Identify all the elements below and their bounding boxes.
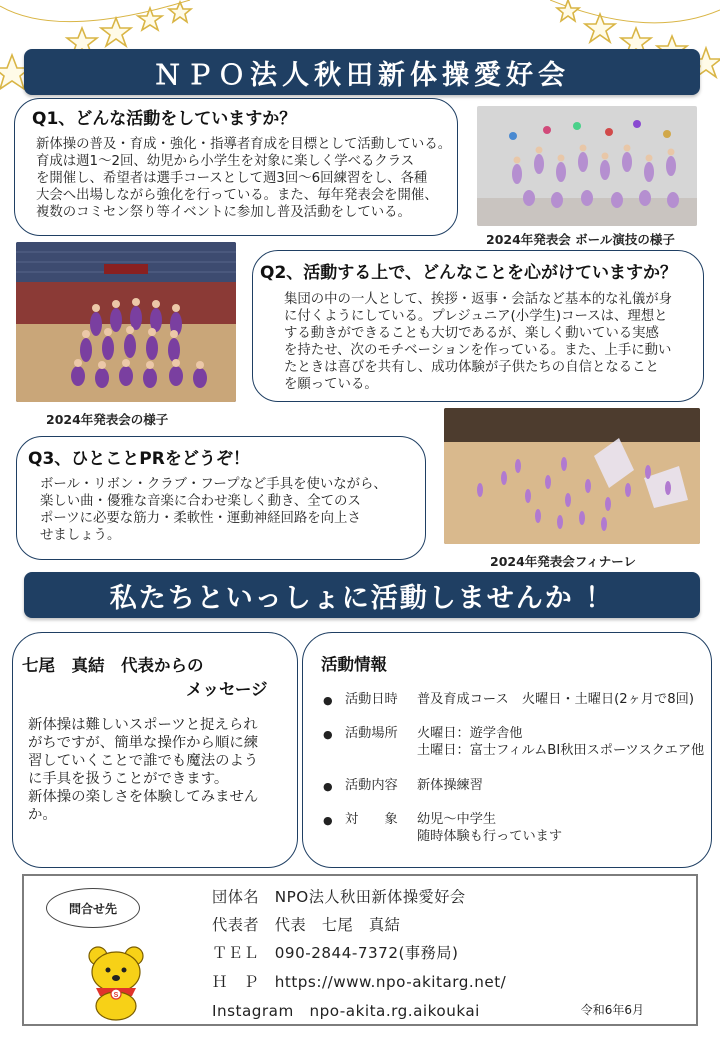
activity-title: 活動情報 <box>321 655 387 674</box>
bullet-icon: ● <box>323 728 333 741</box>
bullet-icon: ● <box>323 780 333 793</box>
q3-title: Q3、ひとことPRをどうぞ！ <box>28 449 250 469</box>
photo-finale <box>444 408 700 544</box>
slogan-text: 私たちといっしょに活動しませんか ！ <box>109 582 615 614</box>
contact-instagram[interactable]: Instagram npo-akita.rg.aikoukai <box>212 1002 480 1020</box>
bullet-icon: ● <box>323 814 333 827</box>
bear-mascot-icon <box>76 942 156 1022</box>
contact-hp[interactable]: Ｈ Ｐ https://www.npo-akitarg.net/ <box>212 973 507 991</box>
contact-bubble: 問合せ先 <box>46 888 140 928</box>
activity-row-location: ● 活動場所 火曜日：遊学舎他 土曜日：富士フィルムBI秋田スポーツスクエア他 <box>323 726 705 758</box>
contact-box <box>22 874 698 1026</box>
photo-ball-performance <box>477 106 697 226</box>
issue-date: 令和6年6月 <box>580 1003 644 1017</box>
bullet-icon: ● <box>323 694 333 707</box>
contact-org: 団体名 NPO法人秋田新体操愛好会 <box>212 888 466 906</box>
activity-row-target: ● 対 象 幼児～中学生 随時体験も行っています <box>323 812 563 844</box>
photo-group <box>16 242 236 402</box>
q1-title: Q1、どんな活動をしていますか？ <box>32 109 297 129</box>
q1-body: 新体操の普及・育成・強化・指導者育成を目標として活動している。 育成は週1～2回、幼児から小学生を対象に楽しく学べるクラス を開催し、希望者は選手コースとして週3回～6回練習をし、各種 大会へ出場しながら強化を行っている。また、毎年発表会を開催、 複数のコミセン祭り等イベントに参加し普及活動をしている。 <box>36 137 452 220</box>
q2-title: Q2、活動する上で、どんなことを心がけていますか？ <box>260 263 677 283</box>
message-title-line1: 七尾 真結 代表からの <box>22 656 204 675</box>
message-title-line2: メッセージ <box>186 680 268 699</box>
photo-ball-caption: 2024年発表会 ボール演技の様子 <box>486 232 675 247</box>
page-title: ＮＰＯ法人秋田新体操愛好会 <box>154 59 570 91</box>
contact-tel: ＴＥＬ 090-2844-7372(事務局) <box>212 944 459 962</box>
message-body: 新体操は難しいスポーツと捉えられ がちですが、簡単な操作から順に練 習していくことで誰でも魔法のよう に手具を扱うことができます。 新体操の楽しさを体験してみません か。 <box>28 717 259 823</box>
activity-info-box <box>302 632 712 868</box>
contact-rep: 代表者 代表 七尾 真結 <box>212 916 401 934</box>
page-title-banner <box>24 49 700 95</box>
mascot-badge: S <box>113 992 119 999</box>
activity-row-schedule: ● 活動日時 普及育成コース 火曜日・土曜日(2ヶ月で8回) <box>323 692 694 707</box>
activity-row-content: ● 活動内容 新体操練習 <box>323 778 483 793</box>
slogan-banner <box>24 572 700 618</box>
photo-finale-caption: 2024年発表会フィナーレ <box>490 554 637 569</box>
photo-group-caption: 2024年発表会の様子 <box>46 412 169 427</box>
q2-body: 集団の中の一人として、挨拶・返事・会話など基本的な礼儀が身 に付くようにしている。プレジュニア(小学生)コースは、理想と する動きができることも大切であるが、楽しく動いている実感 を持たせ、次のモチベーションを作っている。また、上手に動い たときは喜びを共有し、成功体験が子供たちの自信となること を願っている。 <box>284 292 673 392</box>
q3-body: ボール・リボン・クラブ・フープなど手具を使いながら、 楽しい曲・優雅な音楽に合わせ楽しく動き、全てのス ポーツに必要な筋力・柔軟性・運動神経回路を向上さ せましょう。 <box>40 477 387 543</box>
